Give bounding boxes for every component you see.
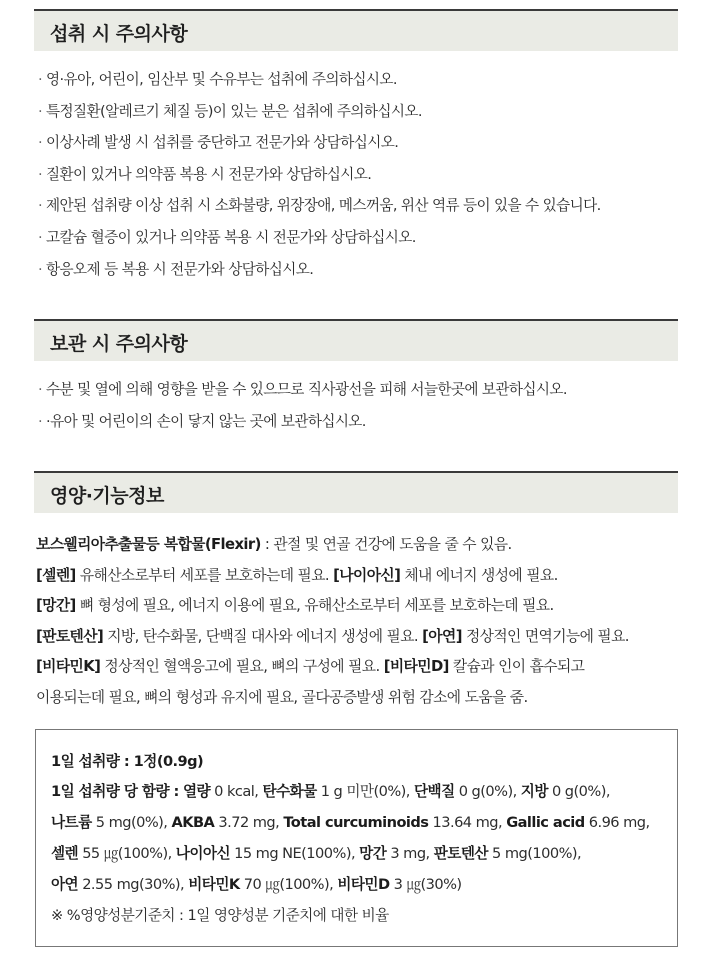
nutrient-value: 1 g 미만(0%), bbox=[316, 783, 414, 800]
serving-size bbox=[51, 750, 203, 774]
ingredient-name: [아연] bbox=[422, 627, 462, 645]
function-line bbox=[36, 652, 686, 683]
nutrition-function-text bbox=[36, 530, 686, 713]
intake-caution-title: 섭취 시 주의사항 bbox=[50, 23, 188, 45]
content-label: 1일 섭취량 당 함량 : bbox=[51, 783, 179, 800]
function-line bbox=[36, 591, 686, 622]
list-item: · 항응오제 등 복용 시 전문가와 상담하십시오. bbox=[38, 254, 601, 286]
nutrient-value: 5 mg(0%), bbox=[91, 814, 172, 831]
nutrient-name: 아연 bbox=[51, 876, 79, 893]
nutrient-value: 0 g(0%), bbox=[547, 783, 610, 800]
nutrient-row bbox=[51, 842, 581, 866]
nutrient-name: 비타민D bbox=[337, 876, 390, 893]
ingredient-name: [셀렌] bbox=[36, 566, 76, 584]
ingredient-claim: 정상적인 혈액응고에 필요, 뼈의 구성에 필요. bbox=[100, 658, 384, 675]
ingredient-name: [나이아신] bbox=[333, 566, 401, 584]
nutrient-value: 2.55 mg(30%), bbox=[78, 876, 189, 893]
ingredient-name: [비타민K] bbox=[36, 658, 101, 675]
nutrient-name: 단백질 bbox=[413, 783, 455, 800]
nutrient-name: 탄수화물 bbox=[262, 783, 317, 800]
storage-caution-header bbox=[34, 319, 678, 361]
list-item: · ·유아 및 어린이의 손이 닿지 않는 곳에 보관하십시오. bbox=[38, 406, 567, 438]
ingredient-name: [망간] bbox=[36, 597, 76, 614]
list-item: · 특정질환(알레르기 체질 등)이 있는 분은 섭취에 주의하십시오. bbox=[38, 96, 601, 128]
nutrient-value: 55 ㎍(100%), bbox=[78, 845, 176, 862]
nutrient-value: 3 ㎍(30%) bbox=[389, 876, 462, 893]
nutrient-name: AKBA bbox=[171, 814, 215, 831]
nutrient-value: 70 ㎍(100%), bbox=[239, 876, 338, 893]
nutrient-name: 열량 bbox=[182, 783, 211, 800]
nutrient-value: 0 g(0%), bbox=[454, 783, 521, 800]
nutrition-facts-box bbox=[35, 729, 678, 947]
ingredient-claim: 정상적인 면역기능에 필요. bbox=[461, 627, 629, 645]
nutrient-row bbox=[51, 811, 650, 835]
nutrient-row bbox=[51, 873, 462, 897]
function-line bbox=[36, 683, 686, 714]
nutrient-name: 셀렌 bbox=[51, 845, 79, 862]
list-item: · 고칼슘 혈증이 있거나 의약품 복용 시 전문가와 상담하십시오. bbox=[38, 222, 601, 254]
list-item: · 제안된 섭취량 이상 섭취 시 소화불량, 위장장애, 메스꺼움, 위산 역류 등이 있을 수 있습니다. bbox=[38, 190, 601, 222]
ingredient-claim: 유해산소로부터 세포를 보호하는데 필요. bbox=[75, 566, 334, 584]
storage-caution-list bbox=[38, 374, 567, 437]
ingredient-claim: 칼슘과 인이 흡수되고 bbox=[448, 658, 585, 675]
list-item: · 영·유아, 어린이, 임산부 및 수유부는 섭취에 주의하십시오. bbox=[38, 64, 601, 96]
list-item: · 질환이 있거나 의약품 복용 시 전문가와 상담하십시오. bbox=[38, 159, 601, 191]
nutrient-value: 3.72 mg, bbox=[214, 814, 284, 831]
nutrient-name: 비타민K bbox=[188, 876, 240, 893]
intake-caution-header bbox=[34, 9, 678, 51]
footnote: ※ %영양성분기준치 : 1일 영양성분 기준치에 대한 비율 bbox=[51, 907, 389, 924]
nutrition-function-header bbox=[34, 471, 678, 513]
nutrient-name: 나트륨 bbox=[51, 814, 92, 831]
nutrient-name: 판토텐산 bbox=[433, 845, 488, 862]
function-line bbox=[36, 561, 686, 592]
ingredient-claim: 이용되는데 필요, 뼈의 형성과 유지에 필요, 골다공증발생 위험 감소에 도움을 줌. bbox=[36, 688, 528, 706]
ingredient-name: [비타민D] bbox=[383, 658, 449, 675]
nutrient-name: 지방 bbox=[520, 783, 548, 800]
nutrient-value: 3 mg, bbox=[386, 845, 434, 862]
nutrient-row bbox=[51, 780, 610, 804]
nutrient-value: 5 mg(100%), bbox=[487, 845, 582, 862]
function-line bbox=[36, 530, 686, 561]
ingredient-claim: 지방, 탄수화물, 단백질 대사와 에너지 생성에 필요. bbox=[103, 627, 423, 645]
intake-caution-list bbox=[38, 64, 601, 285]
ingredient-claim: 체내 에너지 생성에 필요. bbox=[400, 566, 558, 584]
ingredient-claim: 뼈 형성에 필요, 에너지 이용에 필요, 유해산소로부터 세포를 보호하는데 필요. bbox=[75, 597, 554, 614]
storage-caution-title: 보관 시 주의사항 bbox=[50, 333, 188, 355]
ingredient-claim: : 관절 및 연골 건강에 도움을 줄 수 있음. bbox=[260, 536, 512, 553]
nutrient-value: 13.64 mg, bbox=[428, 814, 507, 831]
nutrient-name: 망간 bbox=[359, 845, 387, 862]
nutrient-value: 0 kcal, bbox=[210, 783, 263, 800]
ingredient-name: 보스웰리아추출물등 복합물(Flexir) bbox=[36, 536, 261, 553]
nutrient-name: Gallic acid bbox=[506, 814, 585, 831]
nutrition-function-title: 영양·기능정보 bbox=[50, 485, 164, 507]
nutrient-value: 6.96 mg, bbox=[584, 814, 650, 831]
list-item: · 이상사례 발생 시 섭취를 중단하고 전문가와 상담하십시오. bbox=[38, 127, 601, 159]
nutrient-name: Total curcuminoids bbox=[283, 814, 429, 831]
ingredient-name: [판토텐산] bbox=[36, 627, 104, 645]
nutrient-name: 나이아신 bbox=[175, 845, 230, 862]
function-line bbox=[36, 622, 686, 653]
nutrient-value: 15 mg NE(100%), bbox=[230, 845, 360, 862]
serving-size-text: 1일 섭취량 : 1정(0.9g) bbox=[51, 753, 204, 770]
list-item: · 수분 및 열에 의해 영향을 받을 수 있으므로 직사광선을 피해 서늘한곳에 보관하십시오. bbox=[38, 374, 567, 406]
